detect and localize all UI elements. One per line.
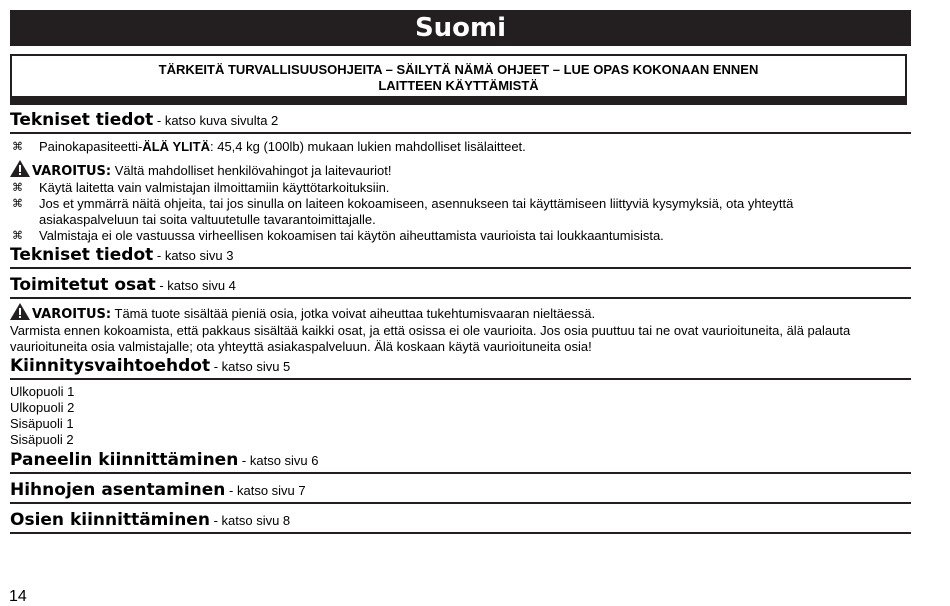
section-included-parts (10, 275, 911, 299)
bullet-icon: ⌘ (12, 198, 23, 210)
section-heading: Tekniset tiedot (10, 110, 154, 130)
section-ref: - katso sivu 6 (238, 453, 319, 468)
list-item (10, 139, 910, 155)
section-strap-installation (10, 480, 911, 504)
warning-icon (10, 160, 30, 177)
section-specs-2 (10, 245, 911, 269)
section-heading: Toimitetut osat (10, 275, 156, 295)
list-item: Sisäpuoli 2 (10, 432, 74, 447)
section-ref: - katso sivu 5 (210, 359, 291, 374)
list-item (10, 228, 910, 244)
warning-icon (10, 303, 30, 320)
warning-text: Tämä tuote sisältää pieniä osia, jotka voivat aiheuttaa tukehtumisvaaran nieltäessä. (111, 306, 596, 321)
section-heading: Hihnojen asentaminen (10, 480, 226, 500)
section-mount-options (10, 356, 911, 380)
warning-row (10, 303, 910, 323)
mount-options-list (10, 384, 910, 448)
notice-line-1: TÄRKEITÄ TURVALLISUUSOHJEITA – SÄILYTÄ NÄMÄ OHJEET – LUE OPAS KOKONAAN ENNEN (158, 62, 759, 77)
safety-notice (10, 54, 907, 98)
bullet-icon: ⌘ (12, 230, 23, 242)
warning-row (10, 160, 910, 180)
specs-block (10, 139, 910, 244)
capacity-prefix: Painokapasiteetti- (39, 139, 143, 154)
warning-text: Vältä mahdolliset henkilövahingot ja laitevauriot! (111, 163, 392, 178)
bullet-icon: ⌘ (12, 141, 23, 153)
section-parts-attachment (10, 510, 911, 534)
section-ref: - katso sivu 7 (225, 483, 306, 498)
bullet-icon: ⌘ (12, 182, 23, 194)
page-number: 14 (9, 588, 27, 605)
list-item (10, 196, 910, 228)
notice-line-2: LAITTEEN KÄYTTÄMISTÄ (378, 78, 539, 93)
bullet-text: Jos et ymmärrä näitä ohjeita, tai jos sinulla on laiteen kokoamiseen, asennukseen tai käyttämiseen liittyviä kysymyksiä, ota yhteyttä (39, 196, 794, 211)
parts-text-line: Varmista ennen kokoamista, että pakkaus sisältää kaikki osat, ja että osissa ei ole vaurioita. Jos osia puuttuu tai ne ovat vaurioituneita, älä palauta (10, 323, 851, 338)
parts-text-line: vaurioituneita osia valmistajalle; ota yhteyttä asiakaspalveluun. Älä koskaan käytä vaurioituneita osia! (10, 339, 592, 354)
bullet-text-cont: asiakaspalveluun tai soita valtuutetulle tavarantoimittajalle. (39, 212, 376, 227)
list-item: Ulkopuoli 1 (10, 384, 75, 399)
list-item: Sisäpuoli 1 (10, 416, 74, 431)
list-item (10, 180, 910, 196)
page-title: Suomi (10, 10, 911, 46)
capacity-bold: ÄLÄ YLITÄ (142, 139, 210, 154)
warning-label: VAROITUS: (32, 164, 112, 179)
bullet-text: Valmistaja ei ole vastuussa virheellisen kokoamisen tai käytön aiheuttamista vaurioista tai loukkaantumisista. (39, 228, 664, 243)
section-ref: - katso sivu 4 (155, 278, 236, 293)
parts-block (10, 303, 910, 355)
section-heading: Paneelin kiinnittäminen (10, 450, 239, 470)
section-heading: Kiinnitysvaihtoehdot (10, 356, 211, 376)
section-heading: Osien kiinnittäminen (10, 510, 210, 530)
section-specs-1 (10, 110, 911, 134)
section-ref: - katso sivu 3 (153, 248, 234, 263)
warning-label: VAROITUS: (32, 307, 112, 322)
capacity-rest: : 45,4 kg (100lb) mukaan lukien mahdolliset lisälaitteet. (210, 139, 526, 154)
section-ref: - katso sivu 8 (209, 513, 291, 528)
section-heading: Tekniset tiedot (10, 245, 154, 265)
section-panel-mounting (10, 450, 911, 474)
bullet-text: Käytä laitetta vain valmistajan ilmoittamiin käyttötarkoituksiin. (39, 180, 390, 195)
list-item: Ulkopuoli 2 (10, 400, 75, 415)
section-ref: - katso kuva sivulta 2 (153, 113, 279, 128)
